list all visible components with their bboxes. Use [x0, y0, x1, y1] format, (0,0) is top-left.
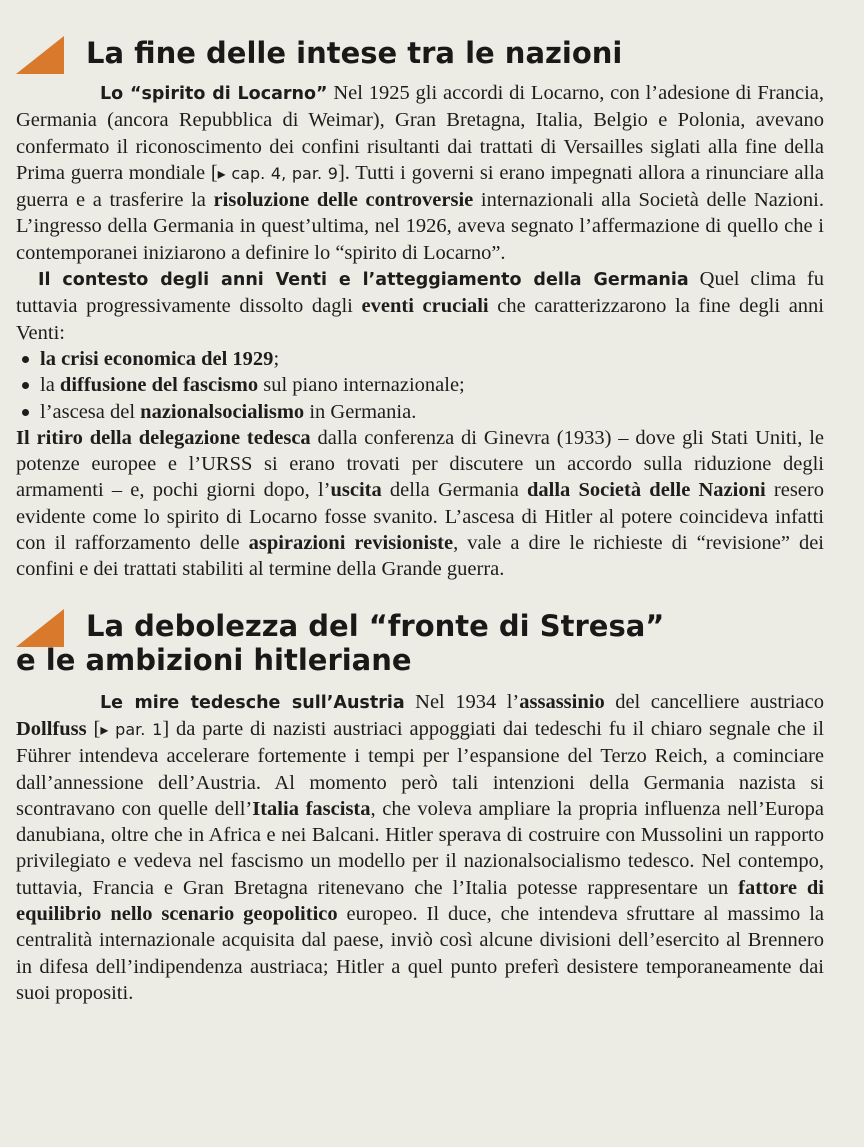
bold-term: assassinio	[519, 690, 605, 713]
list-item	[40, 399, 824, 425]
text-run: la	[40, 374, 60, 397]
paragraph-ritiro	[16, 425, 824, 583]
bold-term: uscita	[330, 479, 382, 502]
text-run: ] da parte di nazisti austriaci appoggiati dai tedeschi fu il chiaro segnale che il Führer intendeva accelerare fortemente i tempi per l’espansione del Terzo Reich, a cominciare dall’annessione dell’Austria. Al momento però tali intenzioni della Germania nazista si scontravano con quelle dell’	[16, 717, 824, 820]
section-fine-intese	[16, 36, 824, 583]
bold-term: la crisi economica del 1929	[40, 347, 274, 370]
bold-term: dalla Società delle Nazioni	[527, 479, 766, 502]
bold-term: eventi cruciali	[361, 295, 489, 318]
text-run: Nel 1934 l’	[404, 690, 520, 713]
section-heading	[16, 36, 824, 74]
paragraph-lead: Lo “spirito di Locarno”	[100, 84, 328, 104]
text-run: , vale a dire le richieste di “revisione” dei confini e dei trattati stabiliti al termine della Grande guerra.	[16, 532, 824, 581]
text-run: Quel clima fu tuttavia progressivamente dissolto dagli	[16, 268, 824, 318]
paragraph-contesto	[16, 266, 824, 346]
paragraph-locarno	[16, 80, 824, 266]
text-run: del cancelliere austriaco	[604, 690, 824, 713]
text-run: dalla conferenza di Ginevra (1933) – dove gli Stati Uniti, le potenze europee e l’URSS si erano trovati per discutere un accordo sulla riduzione degli armamenti – e, pochi giorni dopo, l’	[16, 426, 825, 502]
orange-triangle-icon	[16, 609, 64, 647]
bold-term: risoluzione delle controversie	[213, 189, 474, 212]
paragraph-lead: Il contesto degli anni Venti e l’atteggiamento della Germania	[38, 270, 689, 291]
cross-reference: ▸ cap. 4, par. 9	[217, 163, 338, 183]
text-run: l’ascesa del	[40, 400, 141, 423]
text-run: che caratterizzarono la fine degli anni Venti:	[16, 295, 824, 344]
text-run: europeo. Il duce, che intendeva sfruttare al massimo la centralità internazionale acquisita dal paese, inviò così alcune divisioni dell’esercito al Brennero in difesa dell’indipendenza austriaca; Hitler a quel punto preferì desistere temporaneamente dai suoi propositi.	[16, 903, 824, 1004]
paragraph-lead: Le mire tedesche sull’Austria	[100, 692, 405, 713]
text-run: resero evidente come lo spirito di Locarno fosse svanito. L’ascesa di Hitler al potere coincideva infatti con il rafforzamento delle	[16, 479, 824, 555]
text-run: ;	[273, 347, 280, 370]
orange-triangle-icon	[16, 36, 64, 74]
bold-term: Italia fascista	[252, 797, 371, 820]
text-run: della Germania	[381, 479, 527, 502]
text-run: Nel 1925 gli accordi di Locarno, con l’adesione di Francia, Germania (ancora Repubblica di Weimar), Gran Bretagna, Italia, Belgio e Polonia, avevano confermato il riconoscimento dei confini risultanti dai trattati di Versailles siglati alla fine della Prima guerra mondiale [	[16, 82, 824, 184]
bold-term: diffusione del fascismo	[59, 374, 259, 397]
title-line: e le ambizioni hitleriane	[16, 642, 412, 677]
cross-reference: ▸ par. 1	[100, 719, 163, 739]
section-title	[16, 608, 665, 677]
bold-term: Il ritiro della delegazione tedesca	[16, 426, 311, 449]
bold-term: Dollfuss	[16, 717, 87, 740]
section-fronte-stresa	[16, 609, 824, 1007]
text-run: ]. Tutti i governi si erano impegnati allora a rinunciare alla guerra e a trasferire la	[16, 161, 824, 212]
text-run: [	[86, 717, 101, 740]
bold-term: nazionalsocialismo	[140, 400, 305, 423]
title-line: La debolezza del “fronte di Stresa”	[86, 608, 665, 643]
text-run: , che voleva ampliare la propria influenza nell’Europa danubiana, oltre che in Africa e nei Balcani. Hitler sperava di costruire con Mussolini un rapporto privilegiato e vedeva nel fascismo un modello per il nazionalsocialismo tedesco. Nel contempo, tuttavia, Francia e Gran Bretagna ritenevano che l’Italia potesse rappresentare un	[16, 797, 824, 899]
section-heading	[16, 609, 824, 677]
paragraph-austria	[16, 689, 824, 1007]
bold-term: fattore di equilibrio nello scenario geopolitico	[16, 876, 825, 926]
bold-term: aspirazioni revisioniste	[248, 532, 454, 555]
bullet-list	[16, 346, 824, 425]
section-title: La fine delle intese tra le nazioni	[86, 36, 623, 70]
text-run: in Germania.	[304, 400, 417, 423]
list-item	[40, 346, 824, 372]
list-item	[40, 372, 824, 398]
text-run: internazionali alla Società delle Nazioni. L’ingresso della Germania in quest’ultima, nel 1926, aveva segnato l’affermazione di quello che i contemporanei iniziarono a definire lo “spirito di Locarno”.	[16, 189, 824, 264]
text-run: sul piano internazionale;	[258, 374, 465, 397]
